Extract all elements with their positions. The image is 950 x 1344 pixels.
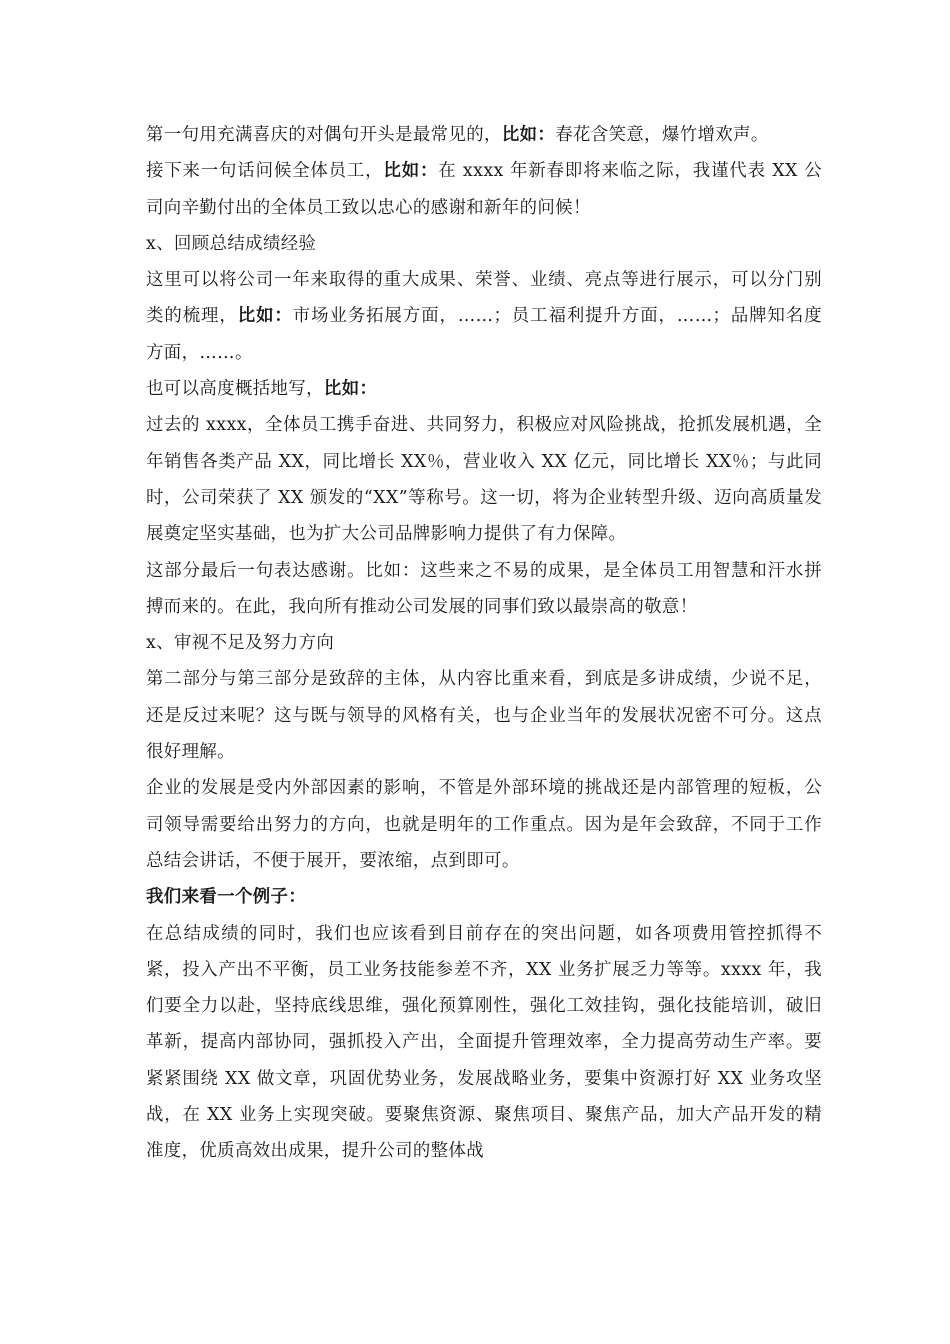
text: 也可以高度概括地写， [146, 379, 324, 400]
example-label: 比如： [383, 161, 439, 182]
paragraph-direction: 企业的发展是受内外部因素的影响，不管是外部环境的挑战还是内部管理的短板，公司领导需要给出努力的方向，也就是明年的工作重点。因为是年会致辞，不同于工作总结会讲话，不便于展开，要浓缩，点到即可。 [146, 778, 822, 871]
paragraph-example: 在总结成绩的同时，我们也应该看到目前存在的突出问题，如各项费用管控抓得不紧，投入产出不平衡，员工业务技能参差不齐，XX 业务扩展乏力等等。xxxx 年，我们要全力以赴，坚持底线思维，强化预算刚性，强化工效挂钩，强化技能培训，破旧革新，提高内部协同，强抓投入产出，全面提升管理效率，全力提高劳动生产率。要紧紧围绕 XX 做文章，巩固优势业务，发展战略业务，要集中资源打好 XX 业务攻坚战，在 XX 业务上实现突破。要聚焦资源、聚焦项目、聚焦产品，加大产品开发的精准度，优质高效出成果，提升公司的整体战 [146, 923, 822, 1162]
example-label: 比如： [501, 125, 556, 145]
example-heading-text: 我们来看一个例子： [146, 887, 307, 908]
paragraph-main-body: 第二部分与第三部分是致辞的主体，从内容比重来看，到底是多讲成绩，少说不足，还是反过来呢？这与既与领导的风格有关，也与企业当年的发展状况密不可分。这点很好理解。 [146, 669, 822, 763]
text: 这里可以将公司一年来取得的重大成果、荣誉、业绩、亮点等进行展示，可以分门别类的梳理， [146, 270, 822, 327]
example-label: 比如： [237, 306, 293, 327]
section-heading-shortcomings: x、审视不足及努力方向 [146, 633, 335, 654]
paragraph-thanks: 这部分最后一句表达感谢。比如：这些来之不易的成果，是全体员工用智慧和汗水拼搏而来的。在此，我向所有推动公司发展的同事们致以最崇高的敬意！ [146, 560, 822, 617]
paragraph-achievements [146, 262, 822, 371]
example-label: 比如： [323, 379, 378, 400]
example-heading [146, 879, 822, 915]
text: 在 xxxx 年新春即将来临之际，我谨代表 XX 公司向辛勤付出的全体员工致以忠心的感谢和新年的问候！ [146, 161, 822, 218]
text: 春花含笑意，爆竹增欢声。 [555, 125, 769, 145]
text: 市场业务拓展方面，……；员工福利提升方面，……；品牌知名度方面，……。 [146, 306, 823, 363]
document-body [146, 117, 822, 1170]
text: 第一句用充满喜庆的对偶句开头是最常见的， [146, 125, 502, 145]
text: 接下来一句话问候全体员工， [146, 161, 384, 182]
paragraph-summary-example: 过去的 xxxx，全体员工携手奋进、共同努力，积极应对风险挑战，抢抓发展机遇，全年销售各类产品 XX，同比增长 XX％，营业收入 XX 亿元，同比增长 XX％；与此同时，公司荣获了 XX 颁发的“XX”等称号。这一切，将为企业转型升级、迈向高质量发展奠定坚实基础，也为扩大公司品牌影响力提供了有力保障。 [146, 415, 822, 545]
paragraph-opening [146, 117, 822, 153]
paragraph-greeting [146, 153, 822, 226]
section-heading-review: x、回顾总结成绩经验 [146, 233, 317, 254]
paragraph-summary-intro [146, 371, 822, 407]
